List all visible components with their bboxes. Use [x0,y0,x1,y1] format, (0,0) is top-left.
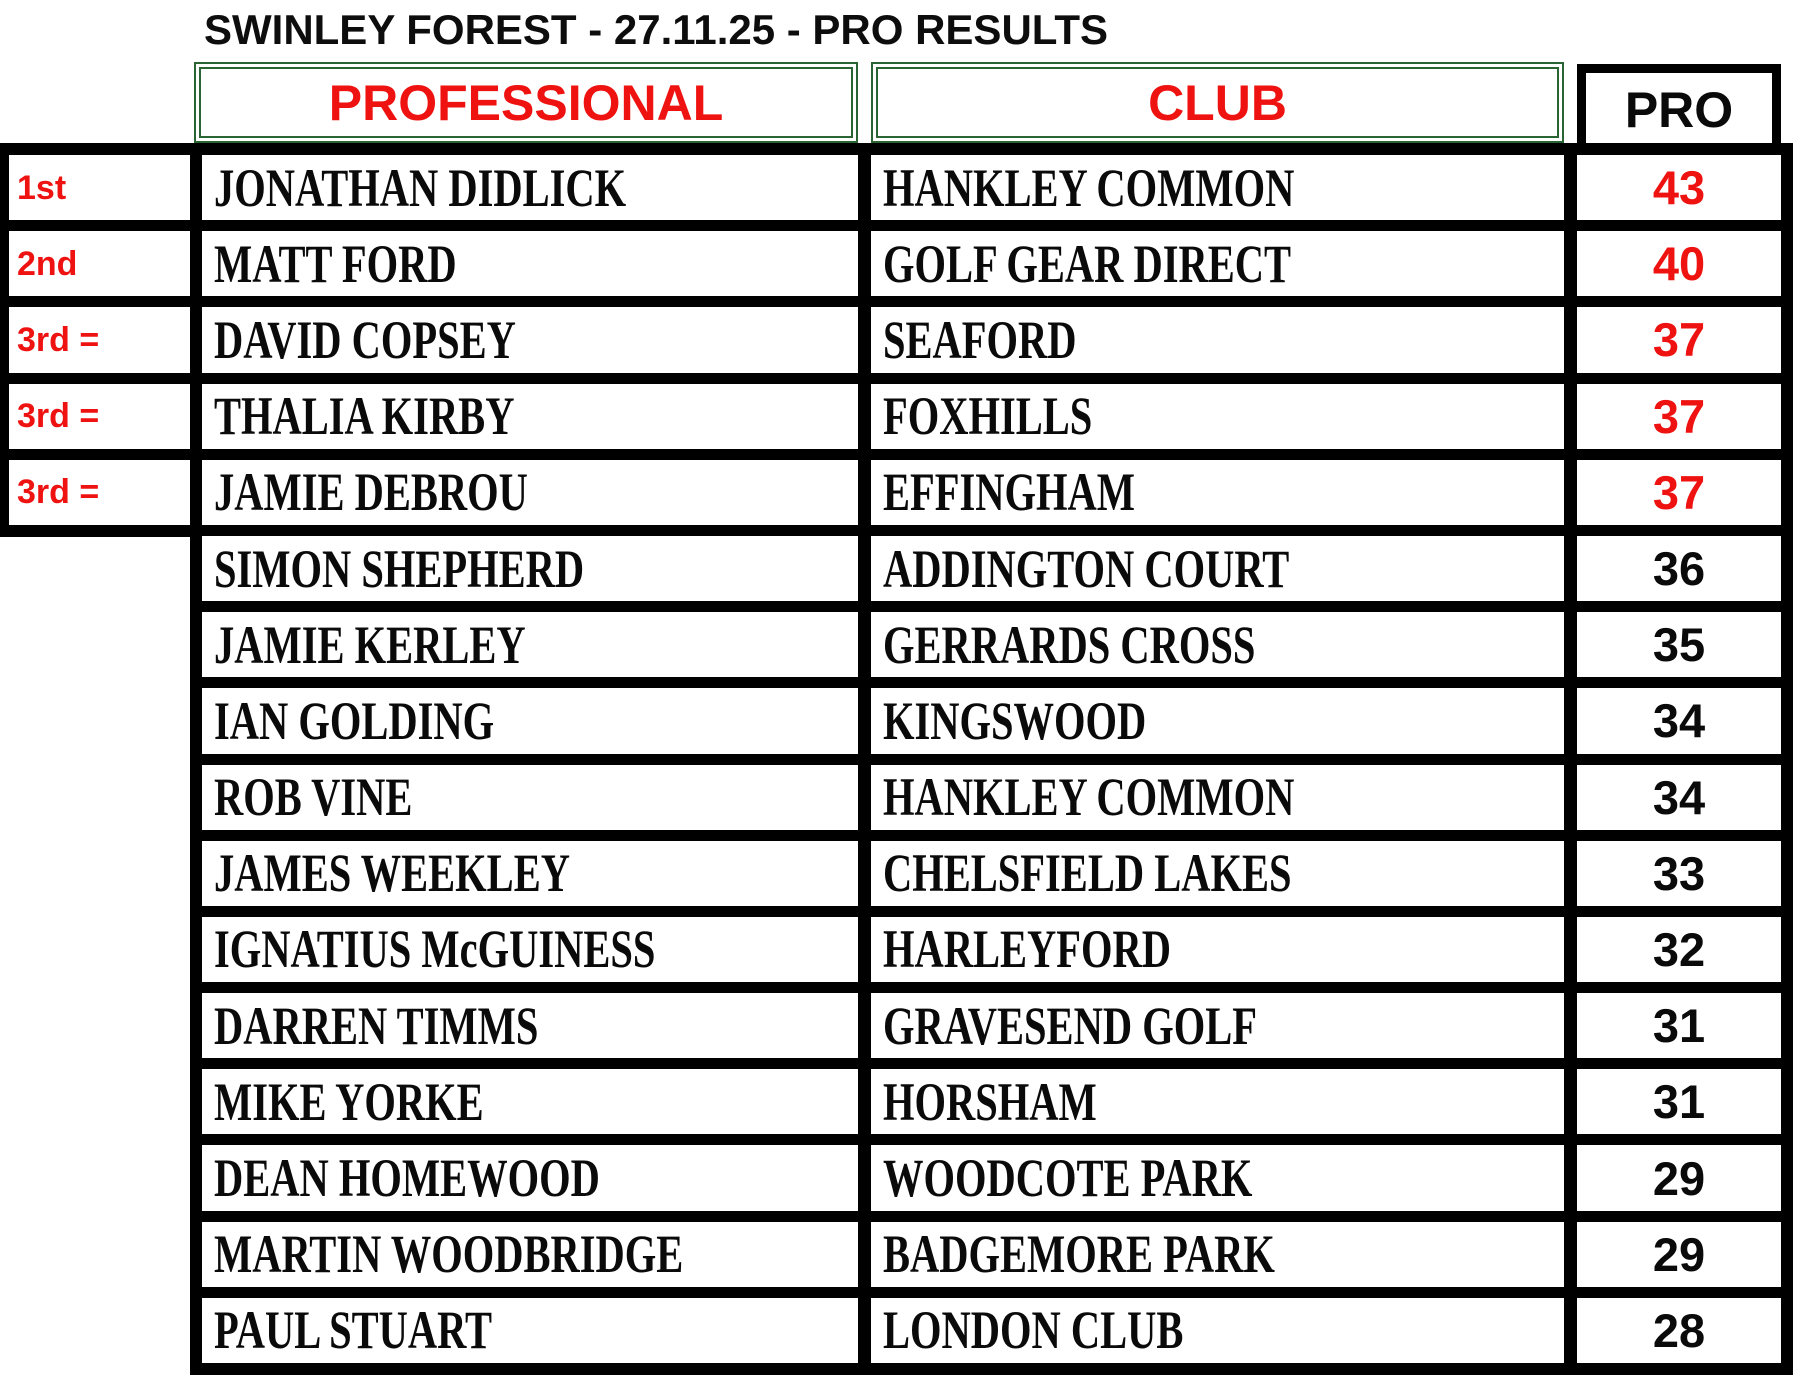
professional-name: PAUL STUART [214,1300,493,1361]
position-cell [9,460,190,525]
pro-score-cell: 37 [1577,384,1781,449]
professional-name: MATT FORD [214,233,457,294]
professional-name: JAMES WEEKLEY [214,843,570,904]
professional-name: DAVID COPSEY [214,309,516,370]
club-cell [871,460,1564,525]
professional-cell [202,917,858,982]
professional-cell [202,536,858,601]
club-cell [871,688,1564,753]
column-header-club [871,62,1564,143]
club-name: KINGSWOOD [883,690,1147,751]
pro-score-cell: 40 [1577,231,1781,296]
club-cell [871,765,1564,830]
professional-name: THALIA KIRBY [214,386,515,447]
club-name: CHELSFIELD LAKES [883,843,1292,904]
club-name: SEAFORD [883,309,1077,370]
professional-name: MIKE YORKE [214,1071,484,1132]
professional-cell [202,231,858,296]
position-label: 3rd = [17,473,100,512]
pro-score-cell: 33 [1577,841,1781,906]
pro-score-cell: 34 [1577,765,1781,830]
professional-cell [202,765,858,830]
professional-cell [202,1145,858,1210]
professional-name: IGNATIUS McGUINESS [214,919,656,980]
club-name: EFFINGHAM [883,462,1135,523]
position-cell [9,384,190,449]
club-name: GOLF GEAR DIRECT [883,233,1292,294]
club-name: HARLEYFORD [883,919,1172,980]
professional-name: ROB VINE [214,767,413,828]
club-name: HORSHAM [883,1071,1097,1132]
pro-score-cell: 31 [1577,993,1781,1058]
position-cell [9,231,190,296]
position-label: 3rd = [17,321,100,359]
club-name: GRAVESEND GOLF [883,995,1257,1056]
club-name: WOODCOTE PARK [883,1148,1253,1209]
position-label: 2nd [17,244,78,283]
club-cell [871,993,1564,1058]
professional-cell [202,612,858,677]
club-cell [871,1298,1564,1363]
professional-name: SIMON SHEPHERD [214,538,585,599]
professional-cell [202,688,858,753]
club-name: FOXHILLS [883,386,1093,447]
pro-score-cell: 37 [1577,307,1781,372]
column-header-pro [1577,64,1781,155]
professional-cell [202,307,858,372]
club-cell [871,155,1564,220]
pro-score-cell: 29 [1577,1222,1781,1287]
club-name: GERRARDS CROSS [883,614,1256,675]
page-title: SWINLEY FOREST - 27.11.25 - PRO RESULTS [204,6,1108,53]
club-cell [871,612,1564,677]
column-header-professional-label: PROFESSIONAL [328,74,724,131]
club-cell [871,1145,1564,1210]
professional-cell [202,460,858,525]
pro-score-cell: 37 [1577,460,1781,525]
club-name: ADDINGTON COURT [883,538,1290,599]
pro-score-cell: 29 [1577,1145,1781,1210]
club-cell [871,841,1564,906]
club-cell [871,1069,1564,1134]
professional-cell [202,384,858,449]
position-label: 1st [17,168,67,207]
professional-cell [202,1298,858,1363]
professional-cell [202,1222,858,1287]
column-header-pro-label: PRO [1624,81,1734,138]
pro-score-cell: 43 [1577,155,1781,220]
pro-score-cell: 35 [1577,612,1781,677]
pro-score-cell: 31 [1577,1069,1781,1134]
position-cell [9,307,190,372]
club-cell [871,536,1564,601]
professional-name: IAN GOLDING [214,690,495,751]
position-column [0,143,202,537]
professional-cell [202,155,858,220]
professional-name: MARTIN WOODBRIDGE [214,1224,684,1285]
column-header-club-label: CLUB [1148,74,1287,131]
club-cell [871,307,1564,372]
club-name: HANKLEY COMMON [883,767,1295,828]
pro-score-cell: 34 [1577,688,1781,753]
pro-score-cell: 28 [1577,1298,1781,1363]
club-cell [871,384,1564,449]
professional-name: JAMIE KERLEY [214,614,526,675]
pro-score-cell: 36 [1577,536,1781,601]
professional-cell [202,841,858,906]
professional-name: JONATHAN DIDLICK [214,157,627,218]
professional-cell [202,993,858,1058]
position-cell [9,155,190,220]
club-name: HANKLEY COMMON [883,157,1295,218]
pro-score-cell: 32 [1577,917,1781,982]
club-cell [871,1222,1564,1287]
club-cell [871,917,1564,982]
professional-name: JAMIE DEBROU [214,462,528,523]
club-name: LONDON CLUB [883,1300,1184,1361]
professional-cell [202,1069,858,1134]
club-cell [871,231,1564,296]
club-name: BADGEMORE PARK [883,1224,1275,1285]
professional-name: DARREN TIMMS [214,995,539,1056]
professional-name: DEAN HOMEWOOD [214,1148,600,1209]
position-label: 3rd = [17,397,100,436]
results-table [190,143,1793,1375]
column-header-professional [194,62,858,143]
